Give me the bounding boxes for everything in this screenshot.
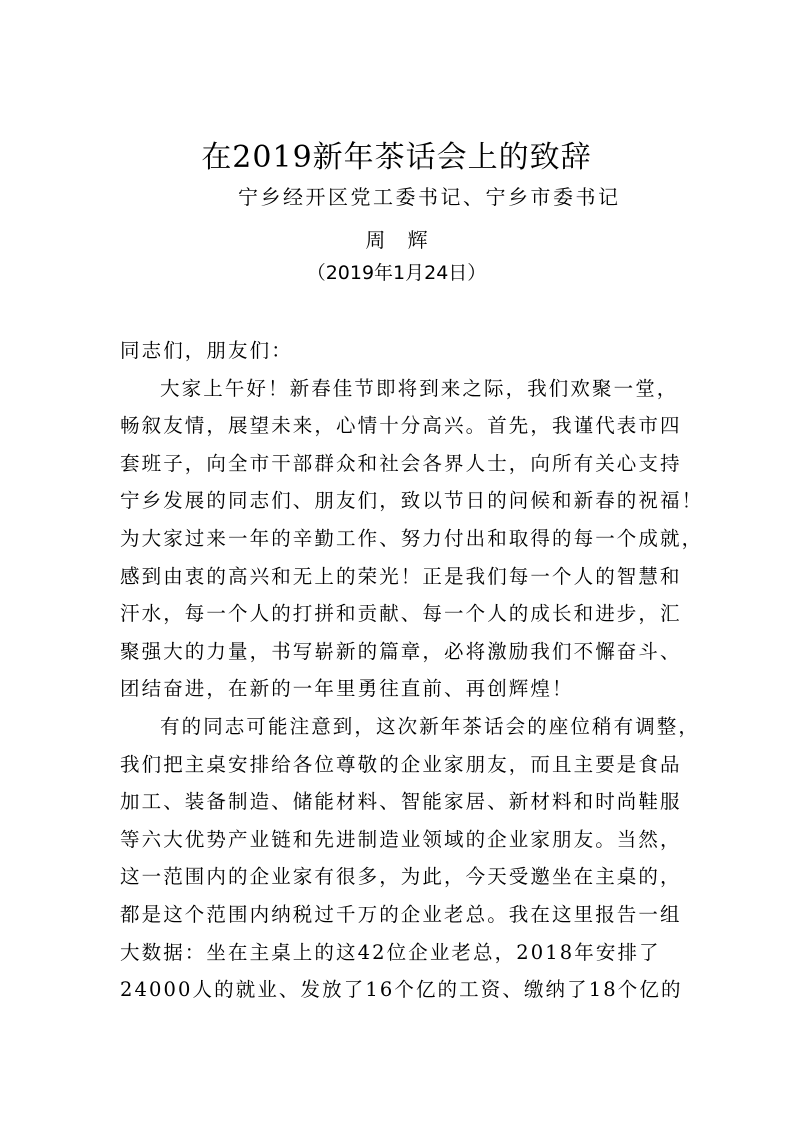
paragraph-2-line: 大数据：坐在主桌上的这42位企业老总，2018年安排了: [120, 940, 661, 964]
paragraph-2-line: 都是这个范围内纳税过千万的企业老总。我在这里报告一组: [120, 902, 682, 926]
paragraph-2-line: 有的同志可能注意到，这次新年茶话会的座位稍有调整，: [160, 714, 701, 738]
document-title: 在2019新年茶话会上的致辞: [201, 140, 592, 175]
paragraph-1-line: 团结奋进，在新的一年里勇往直前、再创辉煌！: [120, 677, 574, 701]
paragraph-1-line: 大家上午好！新春佳节即将到来之际，我们欢聚一堂，: [160, 376, 679, 400]
speaker-name: 周 辉: [365, 228, 436, 252]
paragraph-1-line: 汗水，每一个人的打拼和贡献、每一个人的成长和进步，汇: [120, 602, 682, 626]
paragraph-2-line: 加工、装备制造、储能材料、智能家居、新材料和时尚鞋服: [120, 790, 682, 814]
paragraph-2-line: 24000人的就业、发放了16个亿的工资、缴纳了18个亿的: [120, 978, 683, 1002]
paragraph-1-line: 宁乡发展的同志们、朋友们，致以节日的问候和新春的祝福！: [120, 489, 704, 513]
paragraph-1-line: 套班子，向全市干部群众和社会各界人士，向所有关心支持: [120, 451, 682, 475]
paragraph-1-line: 畅叙友情，展望未来，心情十分高兴。首先，我谨代表市四: [120, 414, 682, 438]
paragraph-1-line: 感到由衷的高兴和无上的荣光！正是我们每一个人的智慧和: [120, 564, 682, 588]
paragraph-2-line: 这一范围内的企业家有很多，为此，今天受邀坐在主桌的，: [120, 865, 682, 889]
speaker-position: 宁乡经开区党工委书记、宁乡市委书记: [238, 185, 621, 209]
paragraph-2-line: 我们把主桌安排给各位尊敬的企业家朋友，而且主要是食品: [120, 752, 682, 776]
paragraph-2-line: 等六大优势产业链和先进制造业领域的企业家朋友。当然，: [120, 827, 682, 851]
speech-date: （2019年1月24日）: [306, 262, 487, 284]
paragraph-1-line: 为大家过来一年的辛勤工作、努力付出和取得的每一个成就，: [120, 526, 704, 550]
speech-body: [120, 332, 704, 1009]
paragraph-1-line: 聚强大的力量，书写崭新的篇章，必将激励我们不懈奋斗、: [120, 639, 682, 663]
salutation: 同志们，朋友们：: [120, 339, 293, 362]
